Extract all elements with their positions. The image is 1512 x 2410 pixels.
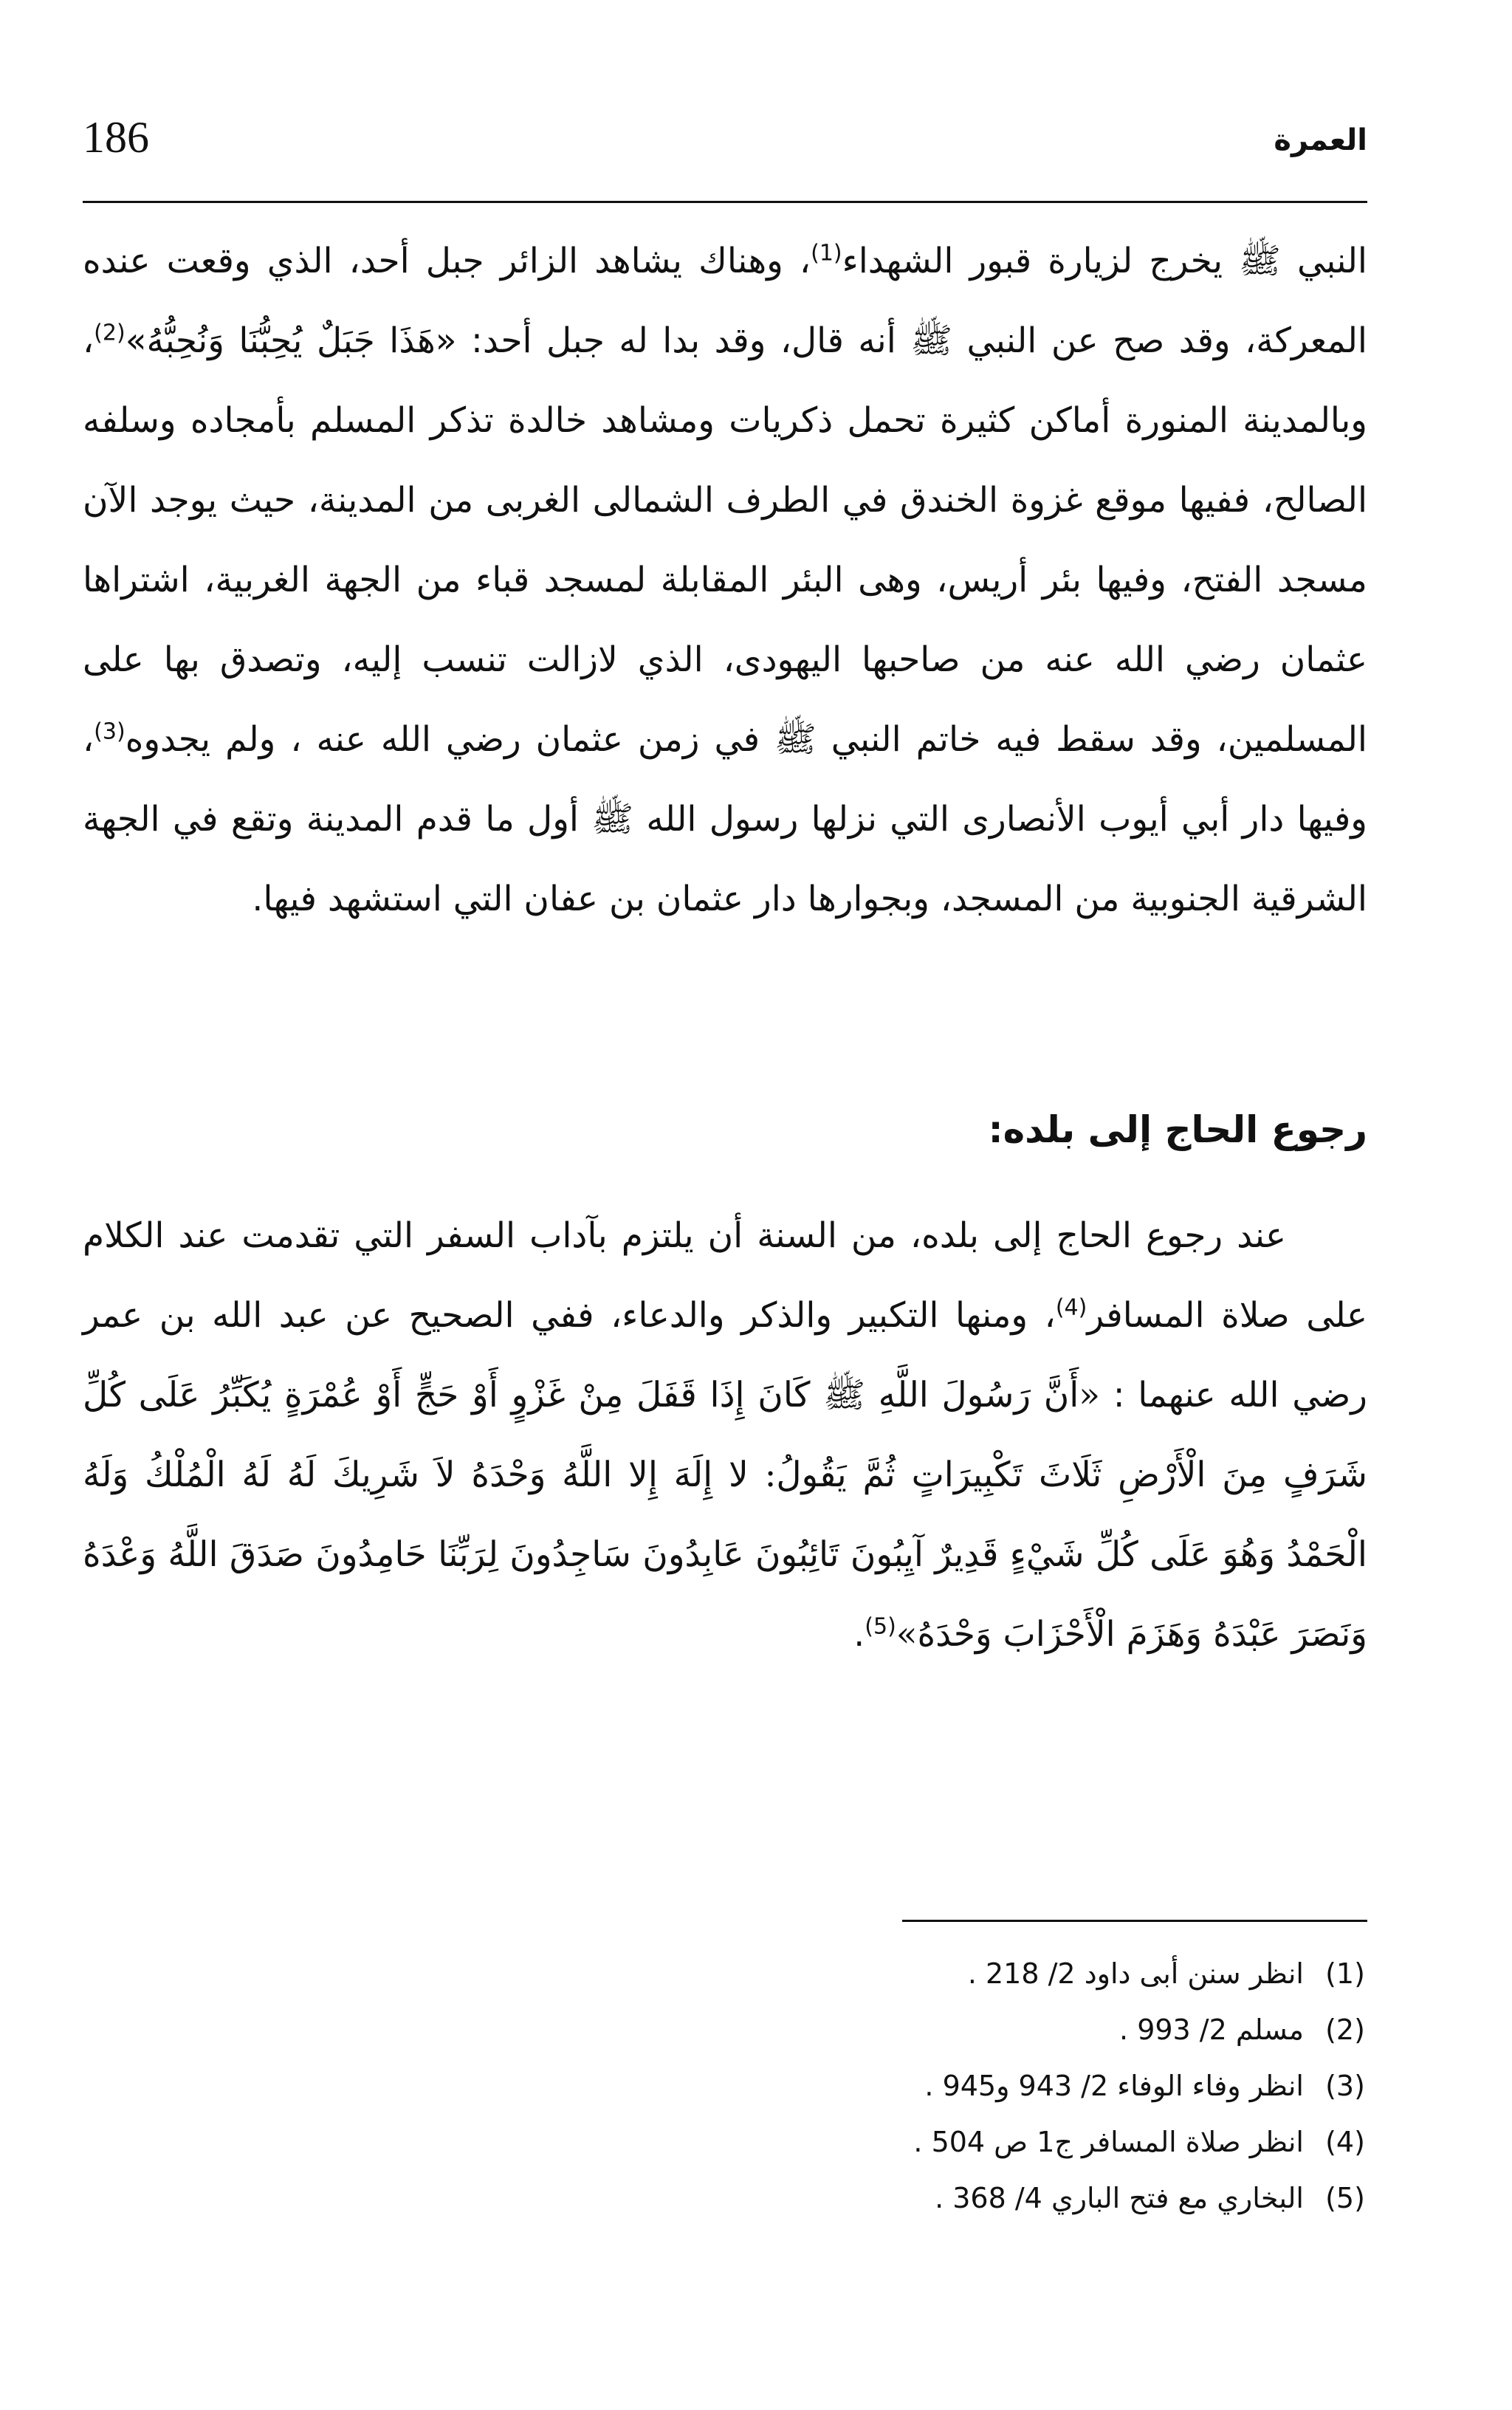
running-head-title: العمرة bbox=[1274, 123, 1367, 157]
page-header bbox=[83, 111, 1367, 185]
footnote-divider bbox=[902, 1920, 1367, 1922]
book-page bbox=[83, 96, 1367, 2311]
paragraph-text: عند رجوع الحاج إلى بلده، من السنة أن يلتزم بآداب السفر التي تقدمت عند الكلام على صلاة المسافر bbox=[83, 1215, 1368, 1336]
footnote-number: (3) bbox=[1325, 2070, 1365, 2102]
hadith-quote: «أَنَّ رَسُولَ اللَّهِ ﷺ كَانَ إِذَا قَفَلَ مِنْ غَزْوٍ أَوْ حَجٍّ أَوْ عُمْرَةٍ يُكَبِّرُ عَلَى كُلِّ شَرَفٍ مِنَ الْأَرْضِ ثَلَاثَ تَكْبِيرَاتٍ ثُمَّ يَقُولُ: لا إِلَهَ إِلا اللَّهُ وَحْدَهُ لاَ شَرِيكَ لَهُ لَهُ الْمُلْكُ وَلَهُ الْحَمْدُ وَهُوَ عَلَى كُلِّ شَيْءٍ قَدِيرٌ آيِبُونَ تَائِبُونَ عَابِدُونَ سَاجِدُونَ لِرَبِّنَا حَامِدُونَ صَدَقَ اللَّهُ وَعْدَهُ وَنَصَرَ عَبْدَهُ وَهَزَمَ الْأَحْزَابَ وَحْدَهُ» bbox=[83, 1375, 1367, 1655]
paragraph-text: ، ومنها التكبير والذكر والدعاء، ففي الصحيح عن عبد الله بن عمر رضي الله عنهما : bbox=[83, 1295, 1367, 1415]
body-paragraph-1 bbox=[83, 222, 1367, 939]
footnote-item bbox=[83, 1946, 1367, 2002]
page-number: 186 bbox=[83, 113, 149, 162]
paragraph-text: ، وبالمدينة المنورة أماكن كثيرة تحمل ذكريات ومشاهد خالدة تذكر المسلم بأمجاده وسلفه الصالح، ففيها موقع غزوة الخندق في الطرف الشمالى الغربى من المدينة، حيث يوجد الآن مسجد الفتح، وفيها بئر أريس، وهى البئر المقابلة لمسجد قباء من الجهة الغربية، اشتراها عثمان رضي الله عنه من صاحبها اليهودى، الذي لازالت تنسب إليه، وتصدق بها على المسلمين، وقد سقط فيه خاتم النبي ﷺ في زمن عثمان رضي الله عنه ، ولم يجدوه bbox=[83, 320, 1367, 760]
footnote-text: مسلم 2/ 993 . bbox=[1119, 2014, 1304, 2046]
footnote-text: انظر سنن أبى داود 2/ 218 . bbox=[967, 1957, 1304, 1990]
footnote-number: (1) bbox=[1325, 1957, 1365, 1990]
footnote-number: (4) bbox=[1325, 2126, 1365, 2158]
footnote-text: انظر صلاة المسافر ج1 ص 504 . bbox=[913, 2126, 1304, 2158]
header-divider bbox=[83, 201, 1367, 203]
footnote-ref-1: (1) bbox=[811, 240, 842, 267]
body-paragraph-2 bbox=[83, 1196, 1367, 1675]
footnote-item bbox=[83, 2002, 1367, 2058]
footnote-ref-2: (2) bbox=[94, 320, 126, 346]
footnote-text: البخاري مع فتح الباري 4/ 368 . bbox=[935, 2182, 1304, 2214]
footnote-ref-5: (5) bbox=[865, 1613, 896, 1640]
footnote-text: انظر وفاء الوفاء 2/ 943 و945 . bbox=[924, 2070, 1304, 2102]
paragraph-text: . bbox=[853, 1614, 865, 1655]
paragraph-text: النبي ﷺ يخرج لزيارة قبور الشهداء bbox=[842, 241, 1367, 281]
footnote-ref-4: (4) bbox=[1055, 1294, 1087, 1321]
footnote-item bbox=[83, 2114, 1367, 2170]
section-heading: رجوع الحاج إلى بلده: bbox=[988, 1108, 1367, 1151]
paragraph-text: ، وهناك يشاهد الزائر جبل أحد، الذي وقعت عنده المعركة، وقد صح عن النبي ﷺ أنه قال، وقد بدا له جبل أحد: «هَذَا جَبَلٌ يُحِبُّنَا وَنُحِبُّهُ» bbox=[83, 241, 1367, 361]
footnote-item bbox=[83, 2170, 1367, 2226]
paragraph-text: ، وفيها دار أبي أيوب الأنصارى التي نزلها رسول الله ﷺ أول ما قدم المدينة وتقع في الجهة الشرقية الجنوبية من المسجد، وبجوارها دار عثمان بن عفان التي استشهد فيها. bbox=[83, 719, 1367, 919]
footnote-number: (5) bbox=[1325, 2182, 1365, 2214]
footnote-ref-3: (3) bbox=[94, 718, 126, 745]
footnotes-list bbox=[83, 1946, 1367, 2226]
footnote-number: (2) bbox=[1325, 2014, 1365, 2046]
footnote-item bbox=[83, 2058, 1367, 2114]
